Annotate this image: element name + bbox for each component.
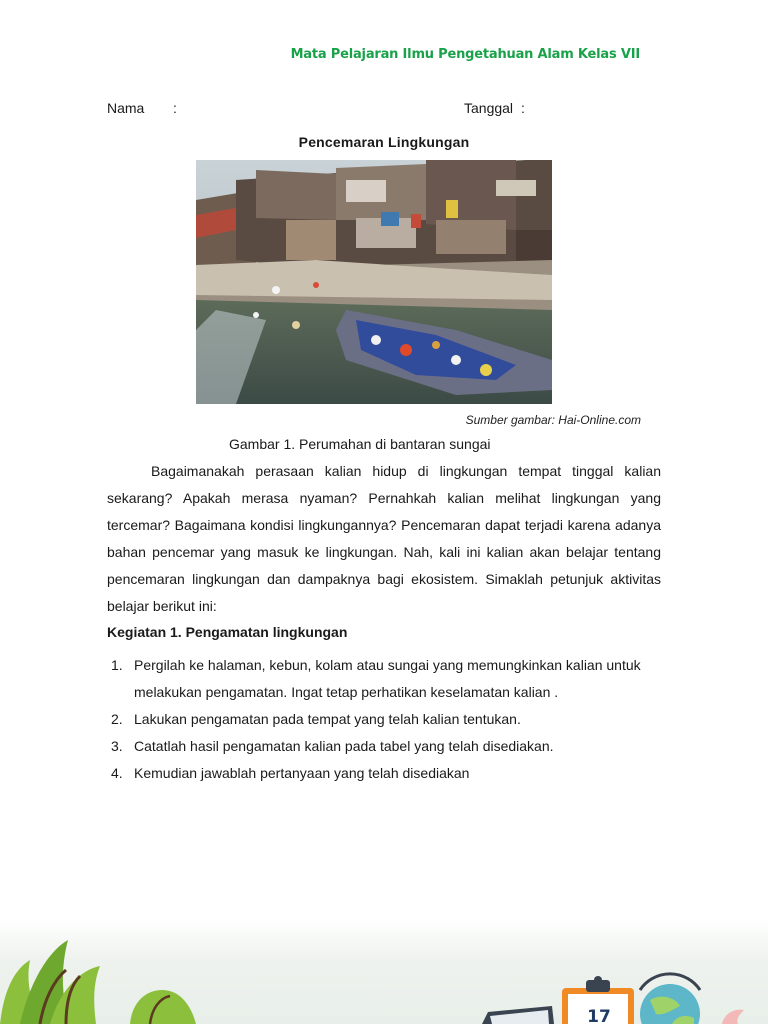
name-colon: : [173, 100, 177, 116]
date-colon: : [521, 100, 525, 116]
globe-illustration [640, 974, 700, 1024]
laptop-illustration [482, 1006, 554, 1024]
plant-illustration [0, 940, 196, 1024]
polluted-river-photo [196, 160, 552, 404]
step-number: 1. [111, 657, 123, 673]
list-item [107, 652, 661, 706]
list-item [107, 706, 661, 733]
intro-paragraph: Bagaimanakah perasaan kalian hidup di lingkungan tempat tinggal kalian sekarang? Apakah merasa nyaman? Pernahkah kalian melihat lingkungan yang tercemar? Bagaimana kondisi lingkungannya? Pencemaran dapat terjadi karena adanya bahan pencemar yang masuk ke lingkungan. Nah, kali ini kalian akan belajar tentang pencemaran lingkungan dan dampaknya bagi ekosistem. Simaklah petunjuk aktivitas belajar berikut ini: [107, 463, 661, 614]
list-item [107, 733, 661, 760]
activity-title: Kegiatan 1. Pengamatan lingkungan [107, 624, 348, 640]
step-number: 2. [111, 711, 123, 727]
activity-steps [107, 652, 661, 787]
step-number: 4. [111, 765, 123, 781]
step-number: 3. [111, 738, 123, 754]
name-field [107, 100, 177, 116]
step-text: Kemudian jawablah pertanyaan yang telah disediakan [134, 765, 470, 781]
step-text: Pergilah ke halaman, kebun, kolam atau sungai yang memungkinkan kalian untuk melakukan pengamatan. Ingat tetap perhatikan keselamatan kalian . [134, 657, 641, 700]
step-text: Lakukan pengamatan pada tempat yang telah kalian tentukan. [134, 711, 521, 727]
page-number: 17 [587, 1007, 611, 1027]
step-text: Catatlah hasil pengamatan kalian pada tabel yang telah disediakan. [134, 738, 554, 754]
image-source: Sumber gambar: Hai-Online.com [465, 413, 641, 427]
figure-caption: Gambar 1. Perumahan di bantaran sungai [229, 436, 491, 452]
list-item [107, 760, 661, 787]
date-label: Tanggal [464, 100, 514, 116]
header-subject-title: Mata Pelajaran Ilmu Pengetahuan Alam Kelas VII [290, 47, 640, 62]
page-title: Pencemaran Lingkungan [298, 134, 470, 150]
footer-illustration [0, 930, 768, 1024]
name-label: Nama [107, 100, 145, 116]
date-field [464, 100, 525, 116]
